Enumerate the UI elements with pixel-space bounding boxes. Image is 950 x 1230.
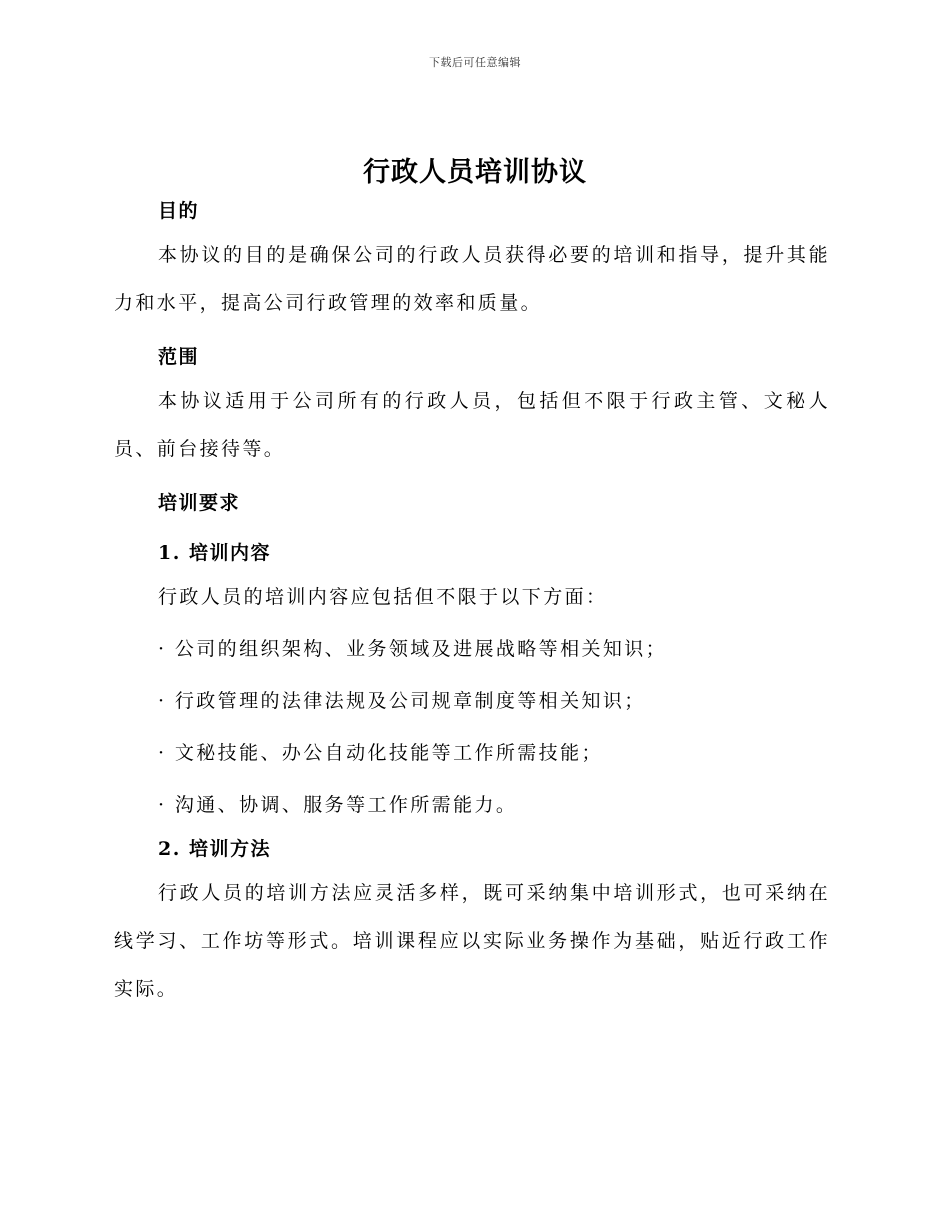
list-item: · 公司的组织架构、业务领域及进展战略等相关知识； <box>158 638 668 660</box>
subheading-content: 1. 培训内容 <box>158 542 271 564</box>
heading-requirements: 培训要求 <box>158 492 241 514</box>
paragraph-purpose: 本协议的目的是确保公司的行政人员获得必要的培训和指导，提升其能力和水平，提高公司行政管理的效率和质量。 <box>114 244 830 314</box>
header-note: 下载后可任意编辑 <box>429 56 521 69</box>
list-item: · 沟通、协调、服务等工作所需能力。 <box>158 794 518 816</box>
heading-scope: 范围 <box>158 346 200 368</box>
document-title: 行政人员培训协议 <box>363 157 587 188</box>
list-item: · 文秘技能、办公自动化技能等工作所需技能； <box>158 742 603 764</box>
heading-purpose: 目的 <box>158 200 200 222</box>
paragraph-scope: 本协议适用于公司所有的行政人员，包括但不限于行政主管、文秘人员、前台接待等。 <box>114 390 830 460</box>
paragraph-content-intro: 行政人员的培训内容应包括但不限于以下方面： <box>158 586 608 608</box>
paragraph-method: 行政人员的培训方法应灵活多样，既可采纳集中培训形式，也可采纳在线学习、工作坊等形式。培训课程应以实际业务操作为基础，贴近行政工作实际。 <box>114 882 830 1000</box>
subheading-method: 2. 培训方法 <box>158 838 271 860</box>
document-body <box>114 195 830 1013</box>
list-item: · 行政管理的法律法规及公司规章制度等相关知识； <box>158 690 646 712</box>
